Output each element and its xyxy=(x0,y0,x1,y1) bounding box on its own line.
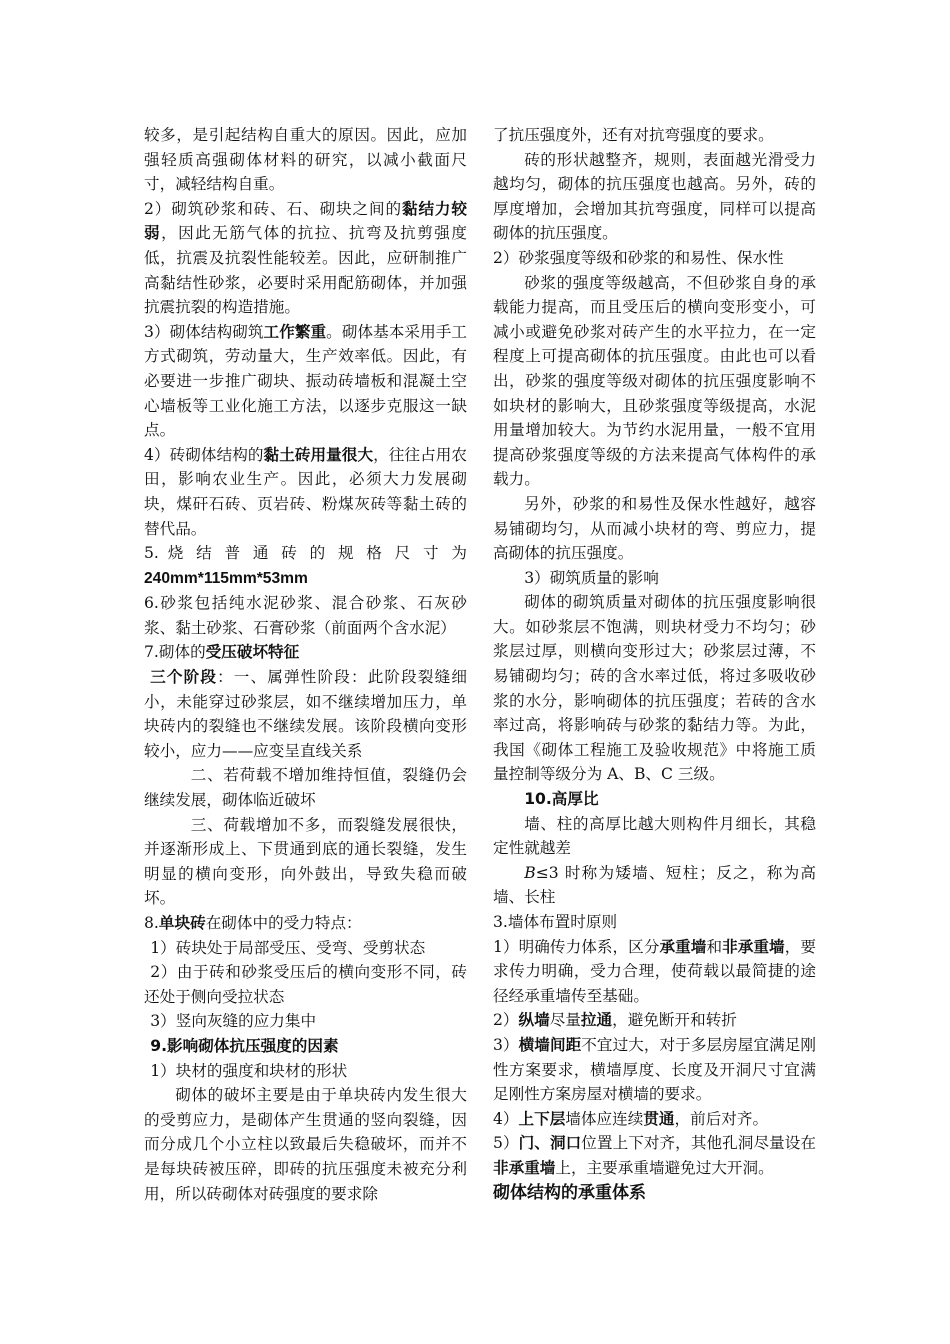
list-item: 3）砌筑质量的影响 xyxy=(524,568,659,587)
list-item: 1）明确传力体系，区分承重墙和非承重墙，要求传力明确，受力合理，使荷载以最简捷的途径经承重墙传至基础。 xyxy=(493,937,816,1005)
paragraph: 4）砖砌体结构的黏土砖用量很大，往往占用农田，影响农业生产。因此，必须大力发展砌块，煤矸石砖、页岩砖、粉煤灰砖等黏土砖的替代品。 xyxy=(144,445,467,538)
paragraph: 砌体的砌筑质量对砌体的抗压强度影响很大。如砂浆层不饱满，则块材受力不均匀；砂浆层过厚，则横向变形过大；砂浆层过薄，不易铺砌均匀；砖的含水率过低，将过多吸收砂浆的水分，影响砌体的抗压强度；若砖的含水率过高，将影响砖与砂浆的黏结力等。为此，我国《砌体工程施工及验收规范》中将施工质量控制等级分为 A、B、C 三级。 xyxy=(493,593,816,784)
paragraph: 砌体的破坏主要是由于单块砖内发生很大的受剪应力，是砌体产生贯通的竖向裂缝，因而分成几个小立柱以致最后失稳破坏，而并不是每块砖被压碎，即砖的抗压强度未被充分利用，所以砖砌体对砖强度的要求除 xyxy=(144,1086,467,1203)
paragraph: 砖的形状越整齐，规则，表面越光滑受力越均匀，砌体的抗压强度也越高。另外，砖的厚度增加，会增加其抗弯强度，同样可以提高砌体的抗压强度。 xyxy=(493,150,816,243)
paragraph: 二、若荷载不增加维持恒值，裂缝仍会继续发展，砌体临近破坏 xyxy=(144,766,467,810)
paragraph: 3）砌体结构砌筑工作繁重。砌体基本采用手工方式砌筑，劳动量大，生产效率低。因此，有必要进一步推广砌块、振动砖墙板和混凝土空心墙板等工业化施工方法，以逐步克服这一缺点。 xyxy=(144,322,467,440)
paragraph: 6.砂浆包括纯水泥砂浆、混合砂浆、石灰砂浆、黏土砂浆、石膏砂浆（前面两个含水泥） xyxy=(144,594,467,637)
paragraph: 了抗压强度外，还有对抗弯强度的要求。 xyxy=(493,126,774,144)
heading: 3.墙体布置时原则 xyxy=(493,913,618,931)
list-item: 4）上下层墙体应连续贯通，前后对齐。 xyxy=(493,1109,769,1128)
paragraph: 墙、柱的高厚比越大则构件月细长，其稳定性就越差 xyxy=(493,814,816,858)
right-column xyxy=(493,123,816,1205)
section-heading: 砌体结构的承重体系 xyxy=(493,1182,646,1203)
paragraph: Β≤3 时称为矮墙、短柱；反之，称为高墙、长柱 xyxy=(493,863,816,907)
list-item: 2）由于砖和砂浆受压后的横向变形不同，砖还处于侧向受拉状态 xyxy=(144,963,467,1006)
list-item: 1）块材的强度和块材的形状 xyxy=(150,1061,348,1080)
paragraph: 8.单块砖在砌体中的受力特点： xyxy=(144,914,362,932)
list-item: 3）竖向灰缝的应力集中 xyxy=(150,1012,317,1031)
paragraph: 另外，砂浆的和易性及保水性越好，越容易铺砌均匀，从而减小块材的弯、剪应力，提高砌体的抗压强度。 xyxy=(493,494,816,563)
paragraph: 三个阶段：一、属弹性阶段：此阶段裂缝细小，未能穿过砂浆层，如不继续增加压力，单块砖内的裂缝也不继续发展。该阶段横向变形较小，应力——应变呈直线关系 xyxy=(144,668,467,760)
paragraph: 较多，是引起结构自重大的原因。因此，应加强轻质高强砌体材料的研究，以减小截面尺寸，减轻结构自重。 xyxy=(144,126,467,194)
left-column xyxy=(144,123,467,1206)
list-item: 3）横墙间距不宜过大，对于多层房屋宜满足刚性方案要求，横墙厚度、长度及开洞尺寸宜满足刚性方案房屋对横墙的要求。 xyxy=(493,1035,816,1104)
paragraph: 三、荷载增加不多，而裂缝发展很快，并逐渐形成上、下贯通到底的通长裂缝，发生明显的横向变形，向外鼓出，导致失稳而破坏。 xyxy=(144,815,467,908)
heading: 9.影响砌体抗压强度的因素 xyxy=(150,1036,339,1055)
list-item: 5）门、洞口位置上下对齐，其他孔洞尽量设在非承重墙上，主要承重墙避免过大开洞。 xyxy=(493,1134,816,1177)
paragraph: 5. 烧 结 普 通 砖 的 规 格 尺 寸 为 xyxy=(144,544,467,563)
heading: 10.高厚比 xyxy=(524,790,599,809)
heading: 7.砌体的受压破坏特征 xyxy=(144,643,300,662)
paragraph: 240mm*115mm*53mm xyxy=(144,569,308,587)
list-item: 2）纵墙尽量拉通，避免断开和转折 xyxy=(493,1011,737,1030)
paragraph: 砂浆的强度等级越高，不但砂浆自身的承载能力提高，而且受压后的横向变形变小，可减小或避免砂浆对砖产生的水平拉力，在一定程度上可提高砌体的抗压强度。由此也可以看出，砂浆的强度等级对砌体的抗压强度影响不如块材的影响大，且砂浆强度等级提高，水泥用量增加较大。为节约水泥用量，一般不宜用提高砂浆强度等级的方法来提高气体构件的承载力。 xyxy=(493,273,816,489)
list-item: 2）砂浆强度等级和砂浆的和易性、保水性 xyxy=(493,248,784,267)
paragraph: 2）砌筑砂浆和砖、石、砌块之间的黏结力较弱，因此无筋气体的抗拉、抗弯及抗剪强度低，抗震及抗裂性能较差。因此，应研制推广高黏结性砂浆，必要时采用配筋砌体，并加强抗震抗裂的构造措施。 xyxy=(144,199,467,317)
list-item: 1）砖块处于局部受压、受弯、受剪状态 xyxy=(150,938,426,957)
